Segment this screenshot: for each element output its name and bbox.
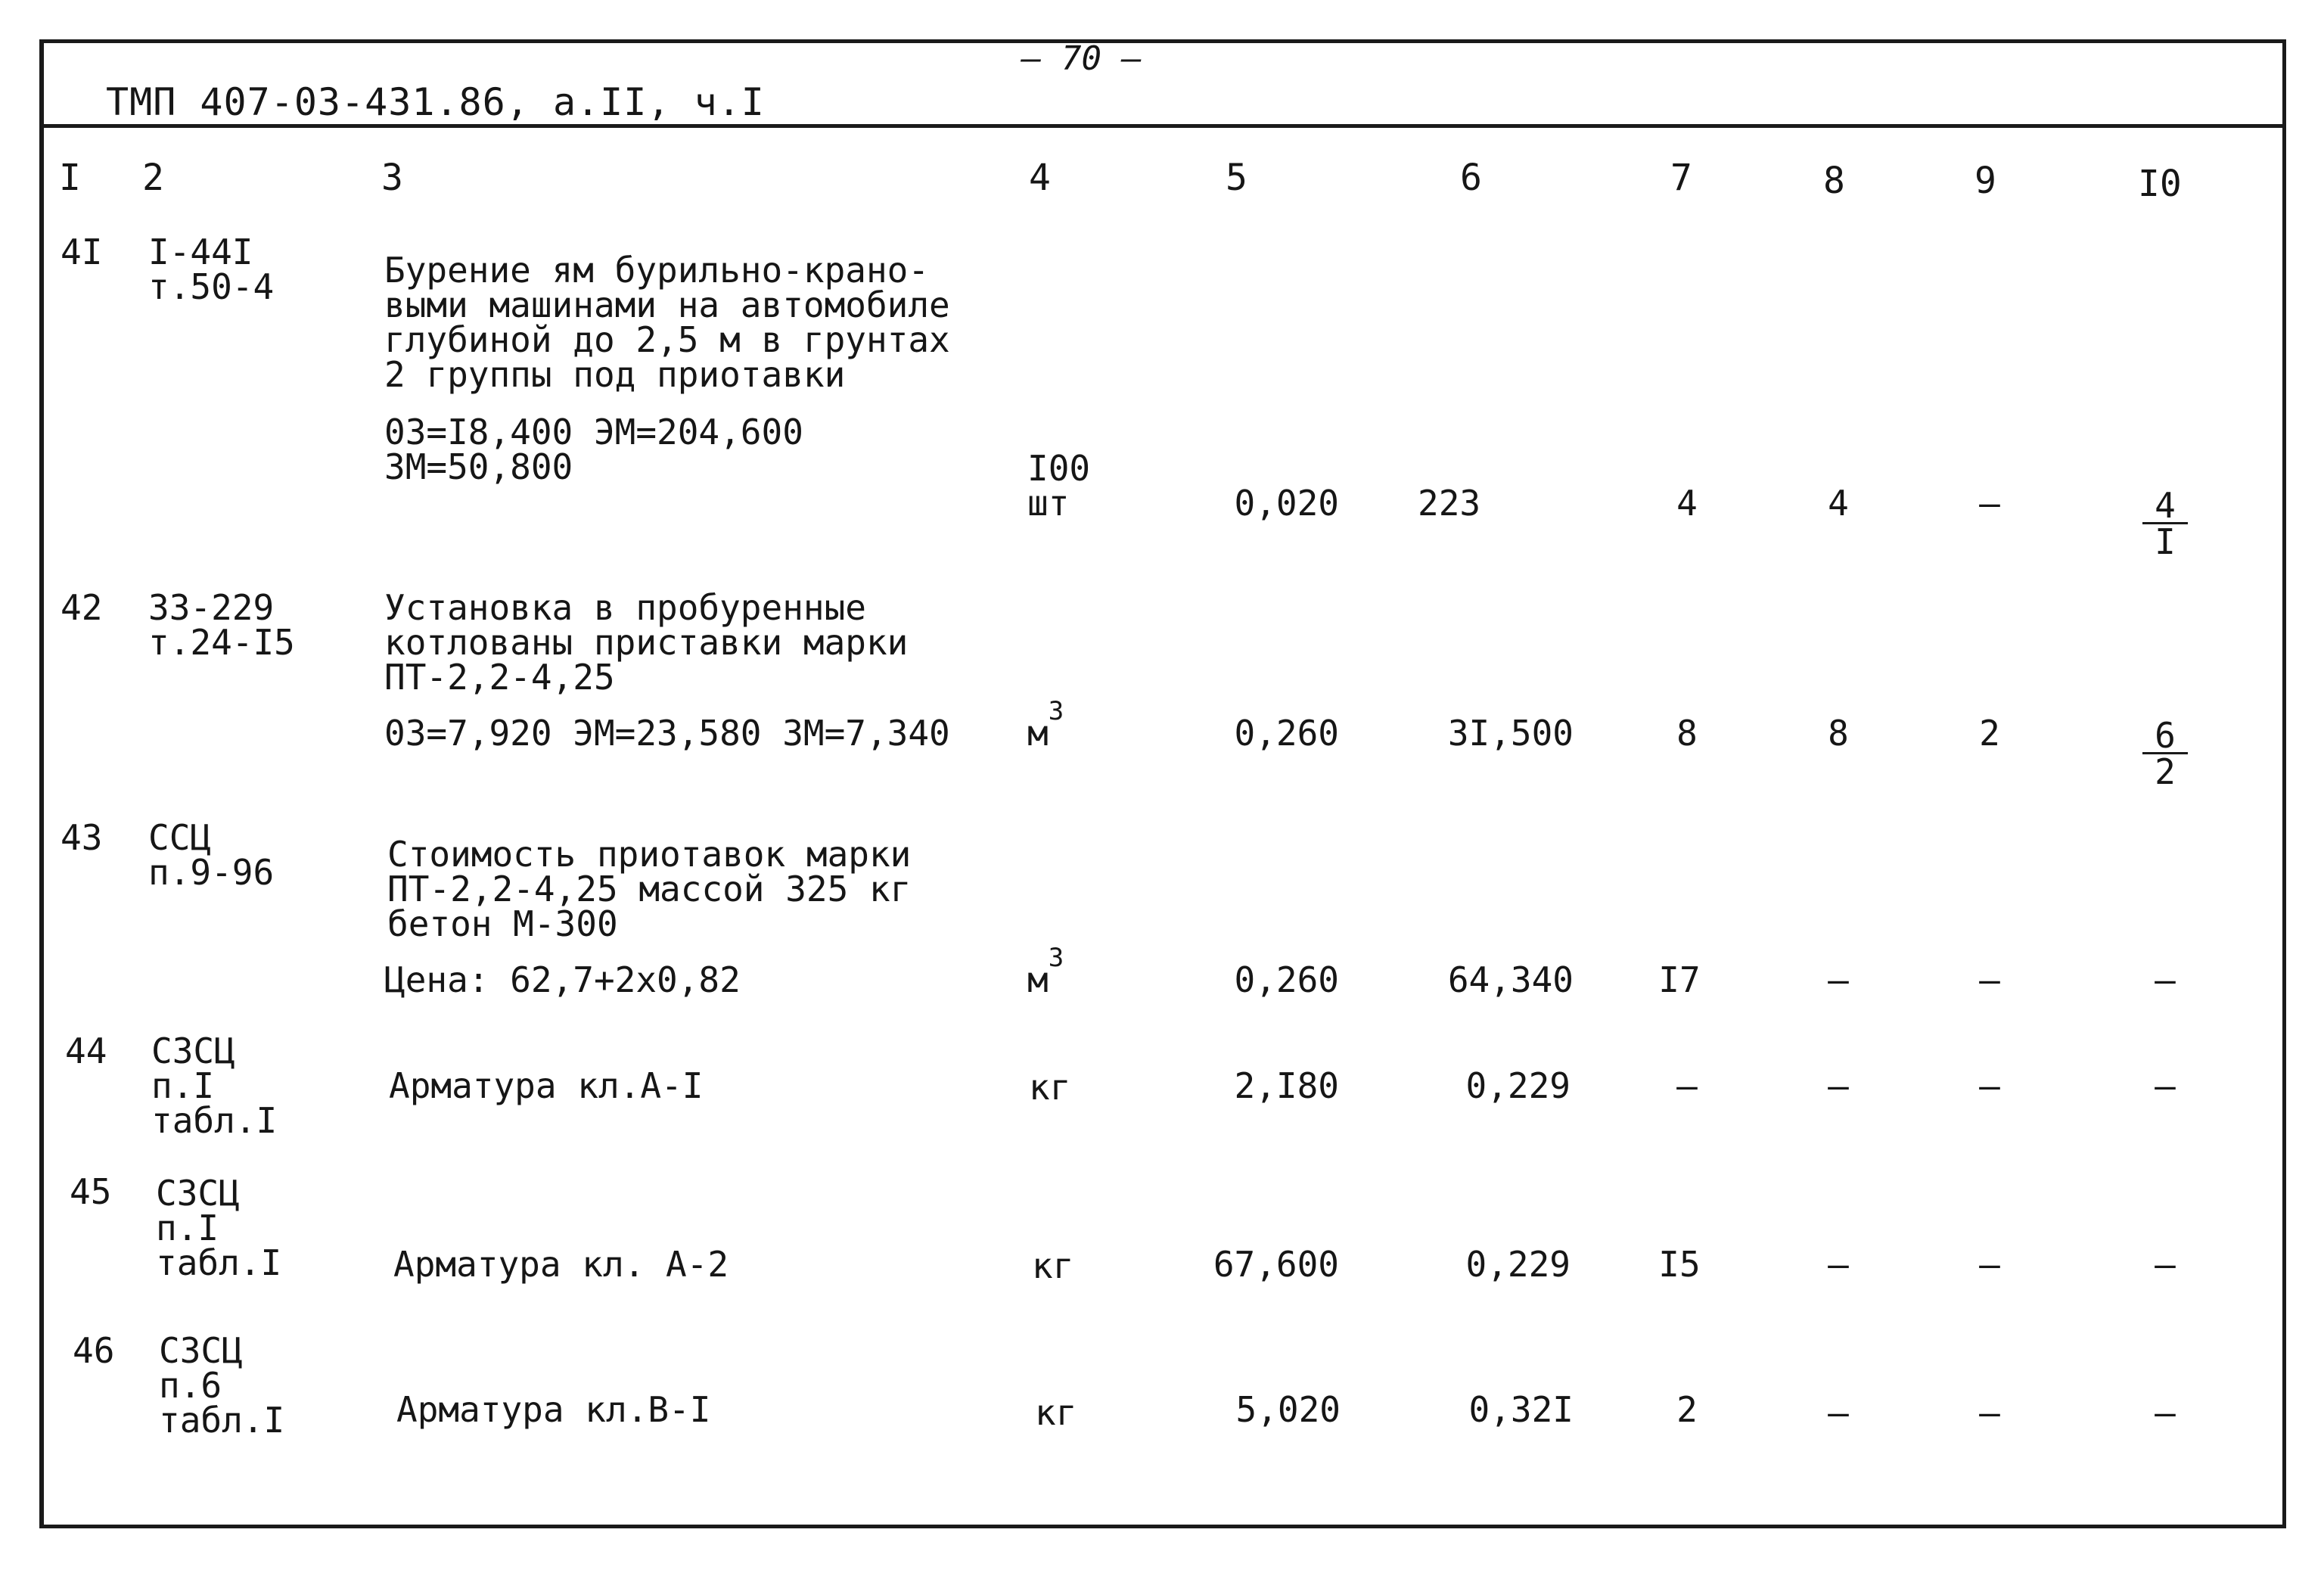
page-number: — 70 — [1021,39,1142,78]
row-41-col10-numerator: 4 [2142,489,2188,524]
row-42-unit-base: м [1027,713,1049,754]
row-43-col8: – [1828,959,1849,1000]
row-41-col7: 4 [1676,483,1698,524]
row-41-col9: – [1979,483,2000,524]
row-45-col8: – [1828,1244,1849,1285]
col-header-7: 7 [1670,157,1692,199]
row-46-description: Арматура кл.В-I [396,1389,711,1430]
row-46-col10: – [2155,1392,2176,1433]
row-42-number: 42 [61,587,103,628]
row-43-price: 64,340 [1447,959,1574,1000]
row-46-col8: – [1828,1392,1849,1433]
row-44-description: Арматура кл.А-I [389,1065,704,1106]
row-42-col7: 8 [1676,713,1698,754]
row-43-unit-power: 3 [1048,943,1064,973]
row-45-number: 45 [70,1171,112,1212]
row-44-code: СЗСЦ п.I табл.I [151,1031,278,1141]
row-45-description: Арматура кл. А-2 [393,1244,729,1285]
col-header-5: 5 [1226,157,1247,199]
row-41-quantity: 0,020 [1234,483,1339,524]
row-41-col8: 4 [1828,483,1849,524]
row-41-calculation: 03=I8,400 ЭМ=204,600 ЗМ=50,800 [384,412,803,487]
row-45-code: СЗСЦ п.I табл.I [156,1173,282,1283]
row-45-price: 0,229 [1465,1244,1571,1285]
row-42-col9: 2 [1979,713,2000,754]
row-44-quantity: 2,I80 [1234,1065,1339,1106]
row-43-col10: – [2155,959,2176,1000]
col-header-3: 3 [381,157,403,199]
page-frame [39,39,2286,1528]
row-41-unit: I00 шт [1027,448,1091,524]
col-header-2: 2 [142,157,164,199]
row-44-col7: – [1676,1065,1698,1106]
row-45-unit: кг [1032,1245,1074,1286]
row-44-number: 44 [65,1031,107,1071]
row-41-col10-denominator: I [2155,521,2176,562]
row-44-unit: кг [1029,1067,1071,1108]
row-42-code: 33-229 т.24-I5 [148,587,295,663]
row-43-calculation: Цена: 62,7+2х0,82 [384,959,741,1000]
row-46-unit: кг [1035,1392,1077,1433]
col-header-9: 9 [1974,160,1996,202]
row-46-code: СЗСЦ п.6 табл.I [159,1330,285,1441]
col-header-4: 4 [1029,157,1051,199]
row-43-col9: – [1979,959,2000,1000]
row-42-description: Установка в пробуренные котлованы приставки марки ПТ-2,2-4,25 [384,587,909,698]
row-42-unit [1027,696,1064,754]
row-42-col10-denominator: 2 [2155,751,2176,792]
col-header-6: 6 [1460,157,1482,199]
col-header-8: 8 [1823,160,1845,202]
row-45-col10: – [2155,1244,2176,1285]
row-42-price: 3I,500 [1447,713,1574,754]
row-42-unit-power: 3 [1048,696,1064,726]
row-46-price: 0,32I [1468,1389,1574,1430]
row-45-col7: I5 [1658,1244,1701,1285]
row-42-calculation: 03=7,920 ЭМ=23,580 ЗМ=7,340 [384,713,950,754]
row-42-col10-numerator: 6 [2142,719,2188,754]
document-code: ТМП 407-03-431.86, а.II, ч.I [106,80,765,128]
row-41-price: 223 [1418,483,1481,524]
row-43-code: ССЦ п.9-96 [148,817,275,893]
row-43-unit-base: м [1027,959,1049,1000]
row-42-quantity: 0,260 [1234,713,1339,754]
row-44-col9: – [1979,1065,2000,1106]
row-41-col10-fraction [2142,485,2188,562]
col-header-1: I [59,157,81,199]
row-43-quantity: 0,260 [1234,959,1339,1000]
row-44-price: 0,229 [1465,1065,1571,1106]
row-46-quantity: 5,020 [1235,1389,1341,1430]
row-46-number: 46 [73,1330,115,1371]
row-42-col8: 8 [1828,713,1849,754]
row-43-number: 43 [61,817,103,858]
row-44-col10: – [2155,1065,2176,1106]
row-41-description: Бурение ям бурильно-крано- выми машинами на автомобиле глубиной до 2,5 м в грунтах 2 группы под приотавки [384,250,950,395]
col-header-10: I0 [2138,163,2182,205]
row-41-code: I-44I т.50-4 [148,232,275,307]
row-46-col7: 2 [1676,1389,1698,1430]
row-42-col10-fraction [2142,715,2188,792]
row-44-col8: – [1828,1065,1849,1106]
row-41-number: 4I [61,232,103,272]
row-43-col7: I7 [1658,959,1701,1000]
row-43-unit [1027,943,1064,1000]
row-46-col9: – [1979,1392,2000,1433]
row-45-col9: – [1979,1244,2000,1285]
row-43-description: Стоимость приотавок марки ПТ-2,2-4,25 массой 325 кг бетон М-300 [387,834,912,944]
row-45-quantity: 67,600 [1213,1244,1339,1285]
